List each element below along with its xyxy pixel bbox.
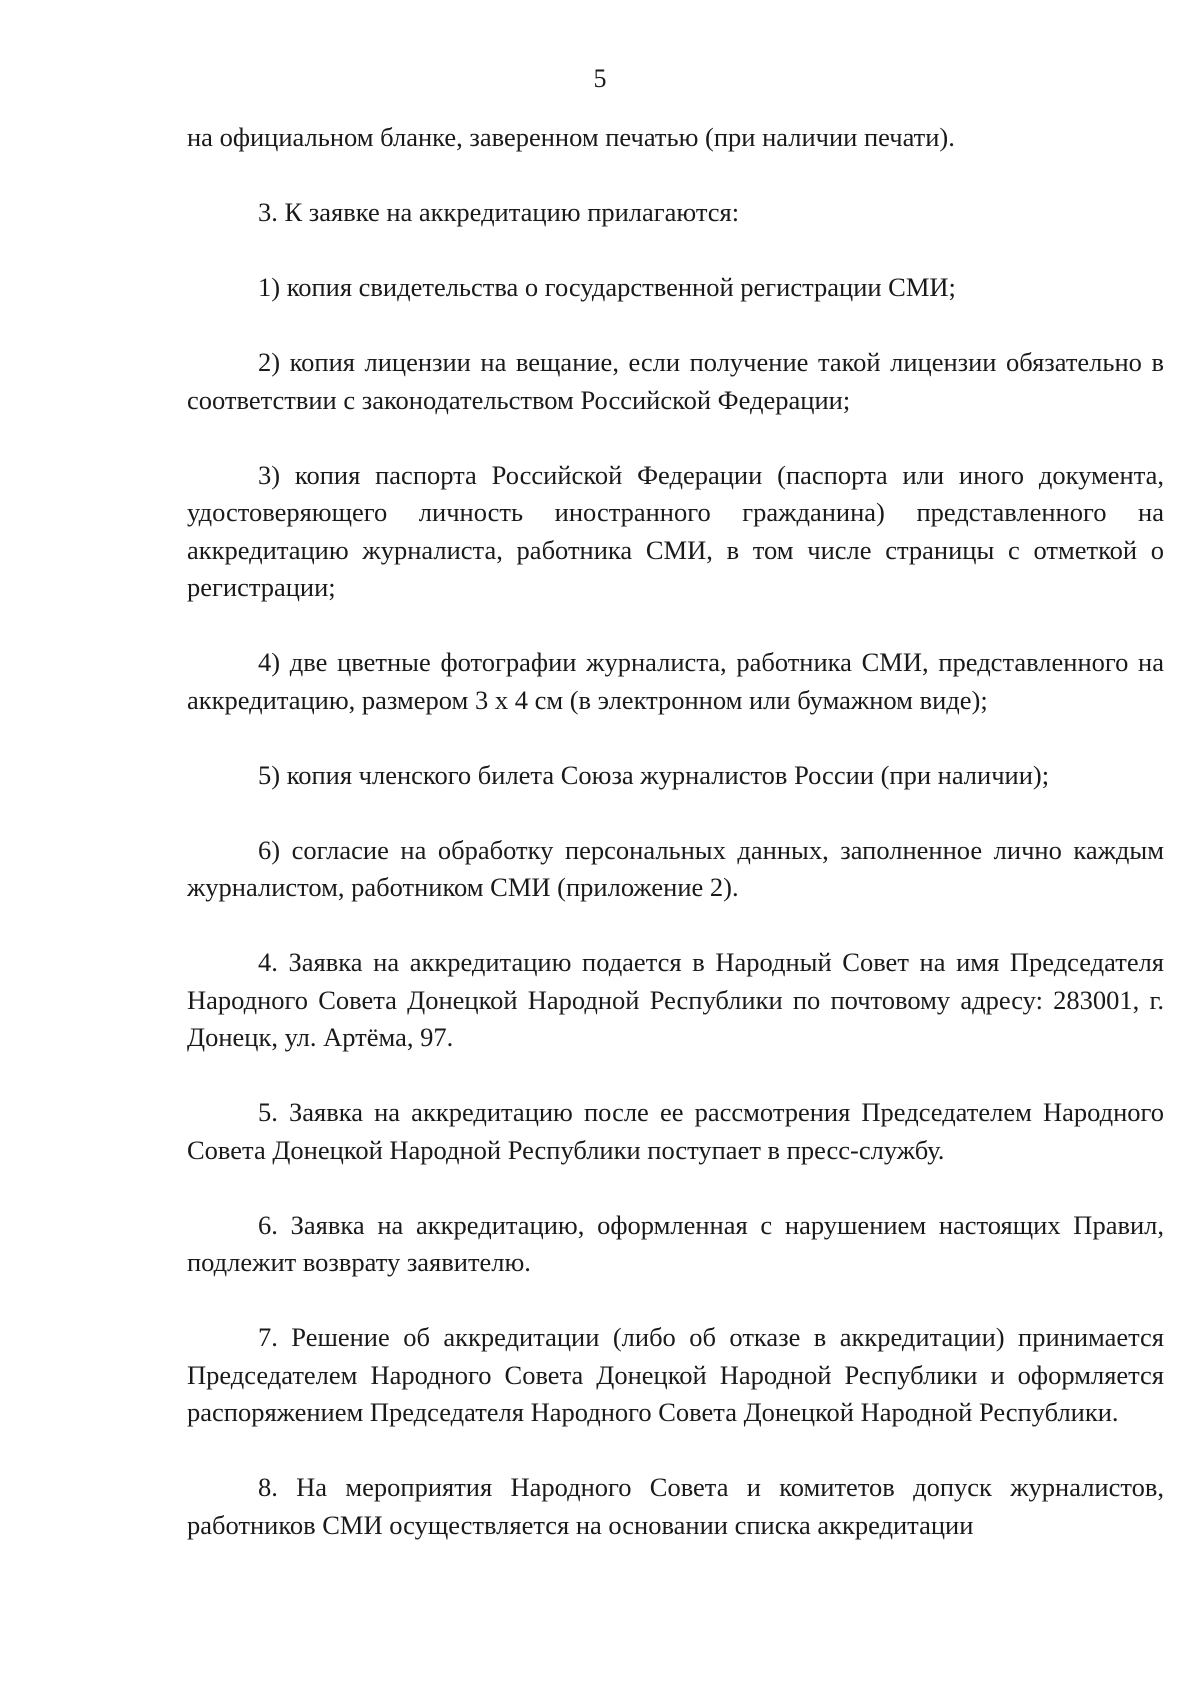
paragraph-subitem-6: 6) согласие на обработку персональных данных, заполненное лично каждым журналистом, работником СМИ (приложение 2). [187, 834, 1164, 902]
paragraph-item-6: 6. Заявка на аккредитацию, оформленная с нарушением настоящих Правил, подлежит возврату заявителю. [187, 1209, 1164, 1277]
paragraph-subitem-4: 4) две цветные фотографии журналиста, работника СМИ, представленного на аккредитацию, размером 3 х 4 см (в электронном или бумажном виде); [187, 647, 1164, 715]
paragraph-item-3: 3. К заявке на аккредитацию прилагаются: [258, 197, 740, 227]
paragraph-subitem-1: 1) копия свидетельства о государственной регистрации СМИ; [258, 272, 956, 302]
page-number: 5 [593, 64, 607, 93]
paragraph-item-7: 7. Решение об аккредитации (либо об отказе в аккредитации) принимается Председателем Народного Совета Донецкой Народной Республики и оформляется распоряжением Председателя Народного Совета Донецкой Народной Республики. [187, 1322, 1164, 1427]
paragraph-item-4: 4. Заявка на аккредитацию подается в Народный Совет на имя Председателя Народного Совета Донецкой Народной Республики по почтовому адресу: 283001, г. Донецк, ул. Артёма, 97. [187, 947, 1164, 1052]
paragraph-continuation: на официальном бланке, заверенном печатью (при наличии печати). [187, 122, 955, 152]
paragraph-item-8: 8. На мероприятия Народного Совета и комитетов допуск журналистов, работников СМИ осуществляется на основании списка аккредитации [187, 1472, 1164, 1540]
paragraph-subitem-2: 2) копия лицензии на вещание, если получение такой лицензии обязательно в соответствии с законодательством Российской Федерации; [187, 347, 1164, 415]
paragraph-subitem-3: 3) копия паспорта Российской Федерации (паспорта или иного документа, удостоверяющего личность иностранного гражданина) представленного на аккредитацию журналиста, работника СМИ, в том числе страницы с отметкой о регистрации; [187, 459, 1164, 602]
paragraph-item-5: 5. Заявка на аккредитацию после ее рассмотрения Председателем Народного Совета Донецкой Народной Республики поступает в пресс-службу. [187, 1097, 1164, 1165]
paragraph-subitem-5: 5) копия членского билета Союза журналистов России (при наличии); [258, 759, 1050, 790]
document-body [187, 119, 1164, 1582]
